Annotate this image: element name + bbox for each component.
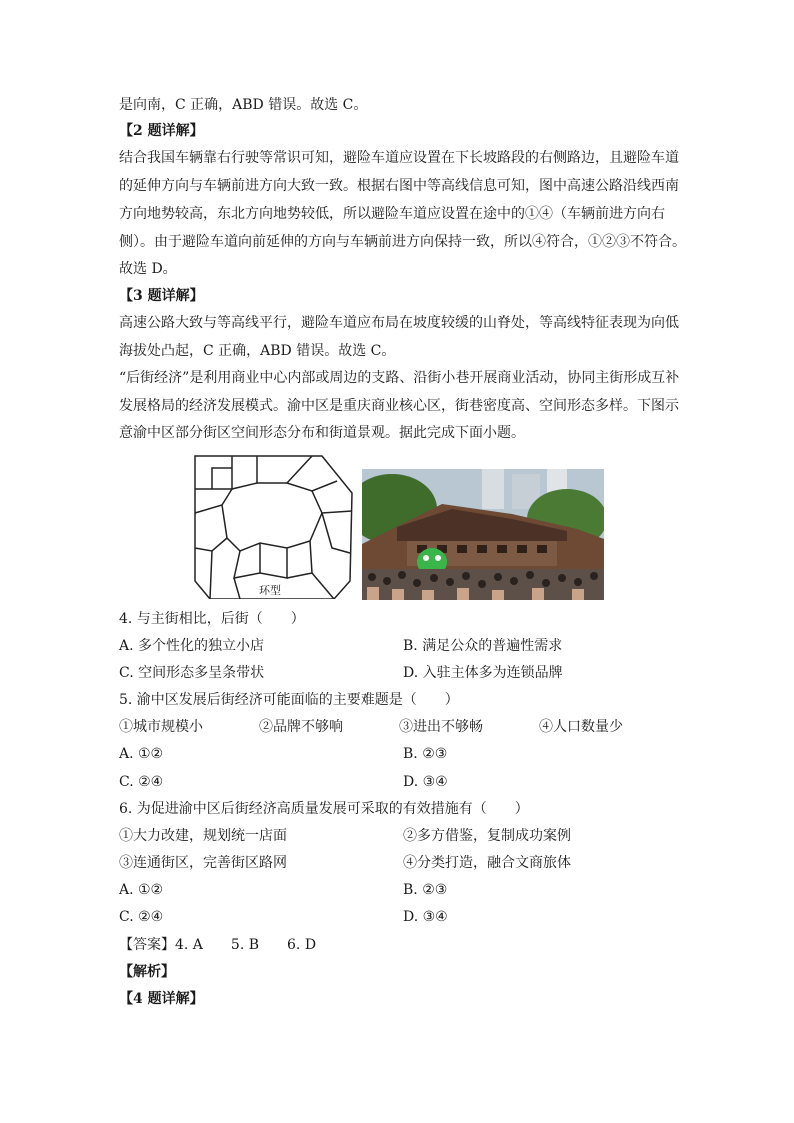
q5-option-c[interactable]: C. ②④ <box>119 774 164 790</box>
q6-option-c[interactable]: C. ②④ <box>119 909 164 925</box>
text-line: 发展格局的经济发展模式。渝中区是重庆商业核心区，街巷密度高、空间形态多样。下图示 <box>119 398 679 414</box>
text-line: 高速公路大致与等高线平行，避险车道应布局在坡度较缓的山脊处，等高线特征表现为向低 <box>119 315 679 331</box>
q4-option-d[interactable]: D. 入驻主体多为连锁品牌 <box>403 665 563 681</box>
q6-statement-3: ③连通街区，完善街区路网 <box>119 855 287 871</box>
section-heading-4: 【4 题详解】 <box>119 991 204 1007</box>
text-line: 的延伸方向与车辆前进方向大致一致。根据右图中等高线信息可知，图中高速公路沿线西南 <box>119 178 679 194</box>
q6-statement-2: ②多方借鉴，复制成功案例 <box>403 828 571 844</box>
q5-statement-3: ③进出不够畅 <box>399 719 483 735</box>
text-line: 海拔处凸起，C 正确，ABD 错误。故选 C。 <box>119 343 396 359</box>
q6-statement-1: ①大力改建，规划统一店面 <box>119 828 287 844</box>
text-line: 侧）。由于避险车道向前延伸的方向与车辆前进方向保持一致，所以④符合，①②③不符合。 <box>119 234 686 250</box>
question-4-options <box>119 636 563 656</box>
q4-option-b[interactable]: B. 满足公众的普遍性需求 <box>403 638 563 654</box>
text-line: 方向地势较高，东北方向地势较低，所以避险车道应设置在途中的①④（车辆前进方向右 <box>119 206 665 222</box>
question-6-options <box>119 880 448 900</box>
question-6-statements <box>119 826 571 846</box>
map-caption: 环型 <box>259 584 281 597</box>
q5-option-a[interactable]: A. ①② <box>119 746 164 762</box>
text-line: 故选 D。 <box>119 261 177 277</box>
street-scenery-photo <box>362 469 604 600</box>
question-4-stem: 4. 与主街相比，后街（ ） <box>119 611 305 627</box>
text-line: 意渝中区部分街区空间形态分布和街道景观。据此完成下面小题。 <box>119 425 525 441</box>
q5-statement-2: ②品牌不够响 <box>259 719 343 735</box>
question-6-stem: 6. 为促进渝中区后街经济高质量发展可采取的有效措施有（ ） <box>119 801 529 817</box>
q5-statement-1: ①城市规模小 <box>119 719 203 735</box>
section-heading-3: 【3 题详解】 <box>119 288 204 304</box>
q5-option-b[interactable]: B. ②③ <box>403 746 448 762</box>
question-5-options <box>119 744 448 764</box>
question-5-statements <box>119 717 623 737</box>
text-line: 结合我国车辆靠右行驶等常识可知，避险车道应设置在下长坡路段的右侧路边，且避险车道 <box>119 150 679 166</box>
q6-option-b[interactable]: B. ②③ <box>403 882 448 898</box>
analysis-heading: 【解析】 <box>119 964 175 980</box>
q4-option-a[interactable]: A. 多个性化的独立小店 <box>119 638 265 654</box>
question-6-options <box>119 907 448 927</box>
q6-option-d[interactable]: D. ③④ <box>403 909 448 925</box>
section-heading-2: 【2 题详解】 <box>119 123 204 139</box>
question-4-options <box>119 663 563 683</box>
q5-statement-4: ④人口数量少 <box>539 719 623 735</box>
street-layout-map <box>192 453 355 599</box>
q4-option-c[interactable]: C. 空间形态多呈条带状 <box>119 665 265 681</box>
text-line: “后街经济”是利用商业中心内部或周边的支路、沿街小巷开展商业活动，协同主街形成互补 <box>119 370 680 386</box>
question-5-options <box>119 772 448 792</box>
q6-statement-4: ④分类打造，融合文商旅体 <box>403 855 571 871</box>
q5-option-d[interactable]: D. ③④ <box>403 774 448 790</box>
question-5-stem: 5. 渝中区发展后街经济可能面临的主要难题是（ ） <box>119 692 459 708</box>
text-line: 是向南，C 正确，ABD 错误。故选 C。 <box>119 97 368 113</box>
answer-line: 【答案】4. A 5. B 6. D <box>119 937 317 953</box>
question-6-statements <box>119 853 571 873</box>
q6-option-a[interactable]: A. ①② <box>119 882 164 898</box>
